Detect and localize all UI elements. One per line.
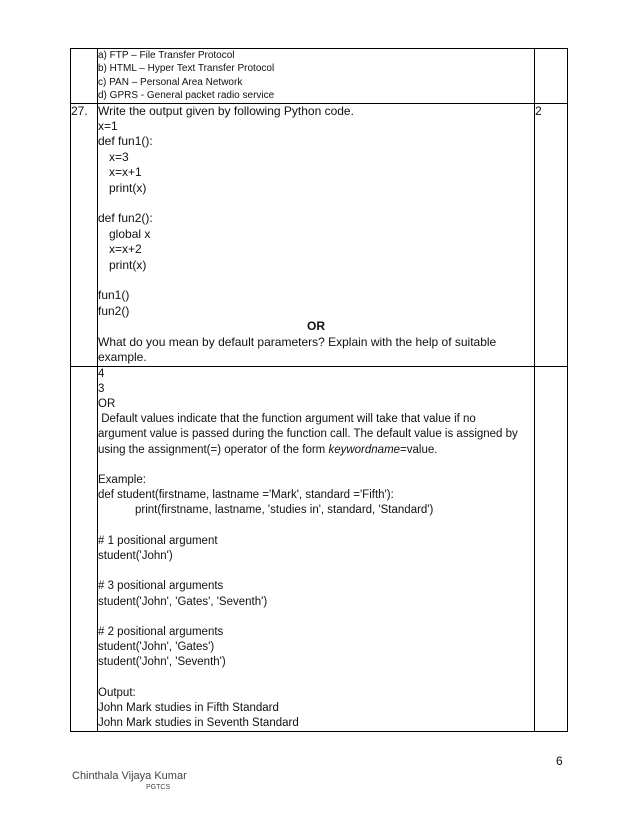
- option-a: a) FTP – File Transfer Protocol: [98, 50, 235, 61]
- code-line: student('John'): [98, 549, 173, 562]
- question-row: [71, 103, 568, 366]
- explanation-line: argument value is passed during the function call. The default value is assigned by: [98, 428, 518, 441]
- answer-output: 3: [98, 382, 105, 395]
- author-title: PGTCS: [146, 784, 171, 791]
- code-line: x=1: [98, 119, 118, 134]
- code-line: fun1(): [98, 288, 130, 303]
- alt-question: What do you mean by default parameters? Explain with the help of suitable example.: [98, 334, 497, 365]
- answer-num-cell: [71, 366, 98, 732]
- example-label: Example:: [98, 473, 146, 486]
- answer-row: [71, 366, 568, 732]
- option-c: c) PAN – Personal Area Network: [98, 76, 243, 88]
- options-row: [71, 49, 568, 104]
- code-line: def fun1():: [98, 134, 153, 149]
- explanation-line: Default values indicate that the function argument will take that value if no: [98, 413, 476, 426]
- or-separator: OR: [307, 319, 325, 334]
- code-comment: # 3 positional arguments: [98, 580, 224, 593]
- output-line: John Mark studies in Fifth Standard: [98, 701, 279, 714]
- code-comment: # 1 positional argument: [98, 534, 218, 547]
- answer-or: OR: [98, 397, 116, 410]
- option-b: b) HTML – Hyper Text Transfer Protocol: [98, 63, 275, 75]
- question-marks: 2: [535, 103, 568, 366]
- explanation-line: [98, 443, 534, 458]
- code-line: fun2(): [98, 303, 130, 318]
- code-line: def fun2():: [98, 211, 153, 226]
- question-title: Write the output given by following Python code.: [98, 103, 354, 118]
- code-line: print(x): [109, 257, 147, 272]
- output-line: John Mark studies in Seventh Standard: [98, 717, 299, 730]
- explanation-suffix: =value.: [400, 443, 438, 456]
- output-label: Output:: [98, 686, 136, 699]
- code-line: global x: [109, 226, 151, 241]
- code-line: x=3: [109, 149, 129, 164]
- options-num-cell: [71, 49, 98, 104]
- options-marks-cell: [535, 49, 568, 104]
- answer-marks-cell: [535, 366, 568, 732]
- code-line: student('John', 'Gates'): [98, 641, 215, 654]
- options-cell: [98, 49, 535, 104]
- option-d: d) GPRS - General packet radio service: [98, 90, 275, 102]
- code-comment: # 2 positional arguments: [98, 625, 224, 638]
- code-line: x=x+2: [109, 242, 142, 257]
- answer-output: 4: [98, 367, 105, 380]
- author-name: Chinthala Vijaya Kumar: [72, 770, 187, 782]
- code-line: print(x): [109, 180, 147, 195]
- code-line: student('John', 'Seventh'): [98, 656, 226, 669]
- question-number: 27.: [71, 103, 98, 366]
- question-cell: [98, 103, 535, 366]
- code-line: print(firstname, lastname, 'studies in', standard, 'Standard'): [135, 504, 434, 517]
- explanation-prefix: using the assignment(=) operator of the form: [98, 443, 329, 456]
- code-line: x=x+1: [109, 165, 142, 180]
- code-line: def student(firstname, lastname ='Mark', standard ='Fifth'):: [98, 489, 394, 502]
- explanation-keyword: keywordname: [328, 443, 401, 456]
- question-table: [70, 48, 568, 732]
- code-line: student('John', 'Gates', 'Seventh'): [98, 595, 268, 608]
- page-number: 6: [556, 754, 563, 768]
- answer-cell: [98, 366, 535, 732]
